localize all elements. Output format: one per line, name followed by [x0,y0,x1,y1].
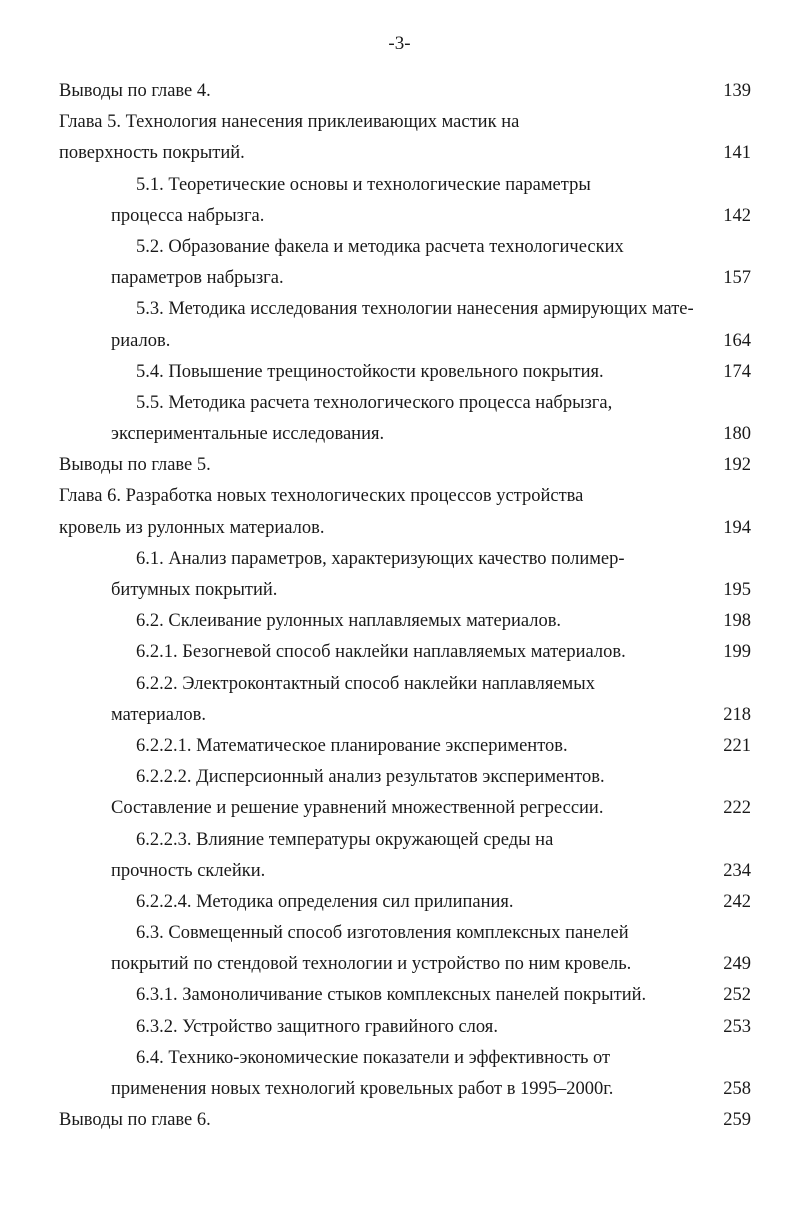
toc-entry-text: 6.3.2. Устройство защитного гравийного слоя. [136,1016,498,1037]
toc-entry-text: 6.2.2.3. Влияние температуры окружающей среды на [136,829,554,850]
toc-entry-text: Выводы по главе 5. [59,455,211,476]
toc-entry-text: Выводы по главе 4. [59,81,211,101]
toc-line [0,1074,799,1105]
toc-line [0,201,799,232]
toc-entry [0,76,799,107]
toc-entry-text: 6.3.1. Замоноличивание стыков комплексных панелей покрытий. [136,985,647,1006]
toc-entry-text: 6.2.2.1. Математическое планирование экспериментов. [136,735,568,756]
toc-line [0,825,799,856]
toc-line [0,1043,799,1074]
toc-entry [0,107,799,169]
toc-entry-text: 6.2.2.2. Дисперсионный анализ результатов экспериментов. [136,767,605,788]
toc-entry-text: 6.2. Склеивание рулонных наплавляемых материалов. [136,611,562,632]
toc-entry [0,388,799,450]
toc-entry-text: применения новых технологий кровельных работ в 1995–2000г. [111,1079,614,1099]
toc-line [0,1105,799,1136]
toc-entry [0,606,799,637]
toc-page-number: 252 [723,985,751,1006]
toc-line [0,76,799,107]
toc-line [0,731,799,762]
toc-page-number: 164 [723,330,751,351]
toc-entry [0,450,799,481]
toc-entry [0,544,799,606]
toc-entry-text: 5.4. Повышение трещиностойкости кровельного покрытия. [136,361,604,382]
toc-entry [0,1043,799,1105]
toc-page-number: 258 [723,1079,751,1099]
toc-entry-text: процесса набрызга. [111,205,265,226]
toc-entry-text: 5.3. Методика исследования технологии нанесения армирующих мате- [136,299,694,320]
toc-line [0,513,799,544]
toc-entry-text: параметров набрызга. [111,268,284,289]
toc-line [0,263,799,294]
toc-line [0,107,799,138]
toc-entry [0,481,799,543]
toc-entry-text: 5.2. Образование факела и методика расчета технологических [136,236,624,257]
toc-entry-text: Глава 5. Технология нанесения приклеивающих мастик на [59,112,520,133]
toc-entry [0,232,799,294]
toc-page-number: 218 [723,704,751,725]
toc-page-number: 141 [723,143,751,164]
toc-line [0,419,799,450]
toc-line [0,1012,799,1043]
toc-page-number: 194 [723,517,751,538]
toc-entry-text: покрытий по стендовой технологии и устройство по ним кровель. [111,954,632,975]
toc-entry-text: поверхность покрытий. [59,143,245,164]
toc-line [0,232,799,263]
toc-line [0,949,799,980]
toc-entry [0,825,799,887]
toc-line [0,637,799,668]
toc-line [0,856,799,887]
toc-entry-text: битумных покрытий. [111,580,278,600]
toc-line [0,762,799,793]
toc-line [0,294,799,325]
toc-entry-text: Составление и решение уравнений множественной регрессии. [111,798,604,819]
toc-entry-text: 5.5. Методика расчета технологического процесса набрызга, [136,392,613,413]
toc-line [0,170,799,201]
toc-entry-text: 6.2.2. Электроконтактный способ наклейки наплавляемых [136,673,595,694]
toc-line [0,793,799,824]
toc-entry [0,731,799,762]
toc-line [0,326,799,357]
toc-page-number: 234 [723,860,751,881]
toc-entry [0,170,799,232]
toc-page-number: 192 [723,455,751,476]
toc-page-number: 174 [723,361,751,382]
toc-page-number: 198 [723,611,751,632]
toc-entry-text: Глава 6. Разработка новых технологических процессов устройства [59,486,584,507]
toc-entry [0,357,799,388]
toc-entry-text: материалов. [111,704,206,725]
toc-line [0,357,799,388]
toc-entry [0,637,799,668]
toc-entry [0,918,799,980]
toc-page-number: 157 [723,268,751,289]
toc-line [0,544,799,575]
toc-entry [0,669,799,731]
toc-page-number: 259 [723,1110,751,1131]
toc-page-number: 142 [723,205,751,226]
toc-entry-text: 6.1. Анализ параметров, характеризующих качество полимер- [136,548,625,569]
toc-entry [0,1012,799,1043]
toc-line [0,481,799,512]
toc-line [0,450,799,481]
toc-line [0,918,799,949]
toc-entry-text: 6.4. Технико-экономические показатели и эффективность от [136,1047,611,1068]
page-number: -3- [388,33,411,54]
toc-entry [0,294,799,356]
toc-entry-text: Выводы по главе 6. [59,1110,211,1131]
toc-page-number: 222 [723,798,751,819]
toc-entry [0,980,799,1011]
toc-page-number: 139 [723,81,751,101]
toc-line [0,606,799,637]
toc-entry [0,887,799,918]
toc-entry-text: 6.2.2.4. Методика определения сил прилипания. [136,891,514,912]
toc-line [0,669,799,700]
toc-line [0,575,799,606]
toc-entry [0,762,799,824]
toc-page-number: 249 [723,954,751,975]
toc-line [0,138,799,169]
table-of-contents [0,76,799,1136]
toc-page-number: 253 [723,1016,751,1037]
toc-entry-text: 5.1. Теоретические основы и технологические параметры [136,174,591,195]
toc-entry-text: экспериментальные исследования. [111,424,385,445]
toc-line [0,700,799,731]
toc-line [0,887,799,918]
toc-entry-text: 6.3. Совмещенный способ изготовления комплексных панелей [136,923,629,944]
toc-page-number: 199 [723,642,751,663]
toc-line [0,388,799,419]
toc-entry-text: риалов. [111,330,171,351]
toc-page-number: 242 [723,891,751,912]
toc-entry-text: прочность склейки. [111,860,266,881]
toc-line [0,980,799,1011]
toc-page-number: 221 [723,735,751,756]
toc-page-number: 195 [723,580,751,600]
toc-entry [0,1105,799,1136]
toc-entry-text: кровель из рулонных материалов. [59,517,325,538]
toc-entry-text: 6.2.1. Безогневой способ наклейки наплавляемых материалов. [136,642,626,663]
toc-page-number: 180 [723,424,751,445]
